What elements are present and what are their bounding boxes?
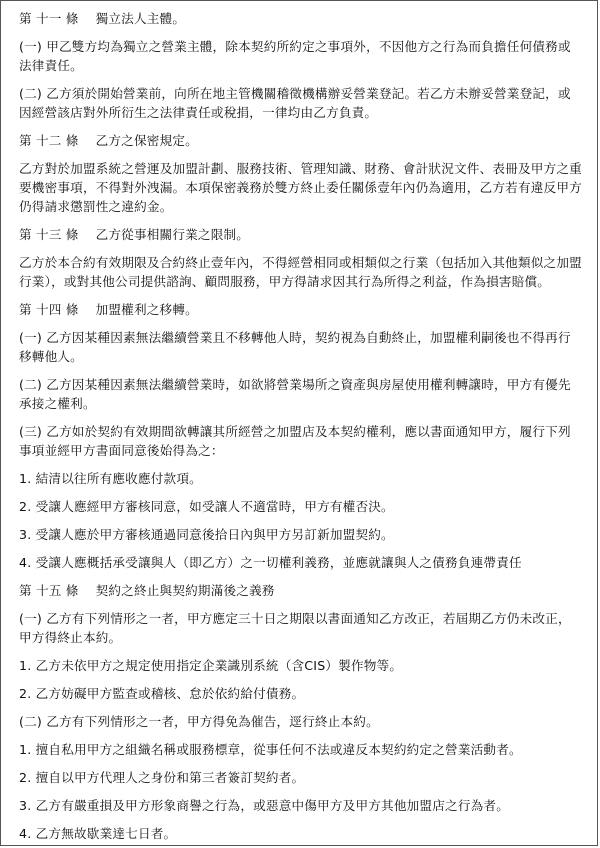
article-15-clause-1-item-2: 2. 乙方妨礙甲方監查或稽核、怠於依約給付債務。: [19, 686, 305, 701]
article-14-item-1: 1. 結清以往所有應收應付款項。: [19, 471, 202, 486]
article-14-item-3: 3. 受讓人應於甲方審核通過同意後拾日內與甲方另訂新加盟契約。: [19, 527, 394, 542]
article-11-clause-2: (二) 乙方須於開始營業前，向所在地主管機關稽徵機構辦妥營業登記。若乙方未辦妥營業登記，或因經營該店對外所衍生之法律責任或稅捐，一律均由乙方負責。: [19, 86, 571, 120]
article-15-clause-1-item-1: 1. 乙方未依甲方之規定使用指定企業識別系統（含CIS）製作物等。: [19, 658, 403, 673]
article-15-clause-1: (一) 乙方有下列情形之一者，甲方應定三十日之期限以書面通知乙方改正，若屆期乙方仍未改正，甲方得終止本約。: [19, 611, 571, 645]
article-15-clause-2-item-3: 3. 乙方有嚴重損及甲方形象商譽之行為，或惡意中傷甲方及甲方其他加盟店之行為者。: [19, 798, 509, 813]
article-13-body: 乙方於本合約有效期限及合約終止壹年內，不得經營相同或相類似之行業（包括加入其他類似之加盟行業），或對其他公司提供諮詢、顧問服務，甲方得請求因其行為所得之利益，作為損害賠償。: [19, 255, 582, 289]
article-15-heading: 第 十五 條 契約之終止與契約期滿後之義務: [19, 583, 275, 598]
article-15-clause-2-item-1: 1. 擅自私用甲方之組織名稱或服務標章，從事任何不法或違反本契約約定之營業活動者。: [19, 742, 522, 757]
article-15-clause-2-item-2: 2. 擅自以甲方代理人之身份和第三者簽訂契約者。: [19, 770, 305, 785]
article-14-item-4: 4. 受讓人應概括承受讓與人（即乙方）之一切權利義務，並應就讓與人之債務負連帶責任: [19, 555, 522, 570]
article-12-body: 乙方對於加盟系統之營運及加盟計劃、服務技術、管理知識、財務、會計狀況文件、表冊及甲方之重要機密事項，不得對外洩漏。本項保密義務於雙方終止委任關係壹年內仍為適用，乙方若有違反甲方仍得請求懲罰性之違約金。: [19, 161, 582, 214]
article-15-clause-2-item-4: 4. 乙方無故歇業達七日者。: [19, 826, 177, 841]
article-15-clause-2: (二) 乙方有下列情形之一者，甲方得免為催告，逕行終止本約。: [19, 714, 379, 729]
article-13-heading: 第 十三 條 乙方從事相關行業之限制。: [19, 227, 250, 242]
article-14-clause-3: (三) 乙方如於契約有效期間欲轉讓其所經營之加盟店及本契約權利，應以書面通知甲方，履行下列事項並經甲方書面同意後始得為之：: [19, 424, 571, 458]
article-11-clause-1: (一) 甲乙雙方均為獨立之營業主體，除本契約所約定之事項外，不因他方之行為而負擔任何債務或法律責任。: [19, 39, 571, 73]
article-14-clause-2: (二) 乙方因某種因素無法繼續營業時，如欲將營業場所之資產與房屋使用權利轉讓時，甲方有優先承接之權利。: [19, 377, 571, 411]
article-14-heading: 第 十四 條 加盟權利之移轉。: [19, 302, 198, 317]
article-11-heading: 第 十一 條 獨立法人主體。: [19, 11, 186, 26]
article-14-clause-1: (一) 乙方因某種因素無法繼續營業且不移轉他人時，契約視為自動終止，加盟權利嗣後也不得再行移轉他人。: [19, 330, 571, 364]
article-14-item-2: 2. 受讓人應經甲方審核同意，如受讓人不適當時，甲方有權否決。: [19, 499, 394, 514]
article-12-heading: 第 十二 條 乙方之保密規定。: [19, 133, 198, 148]
